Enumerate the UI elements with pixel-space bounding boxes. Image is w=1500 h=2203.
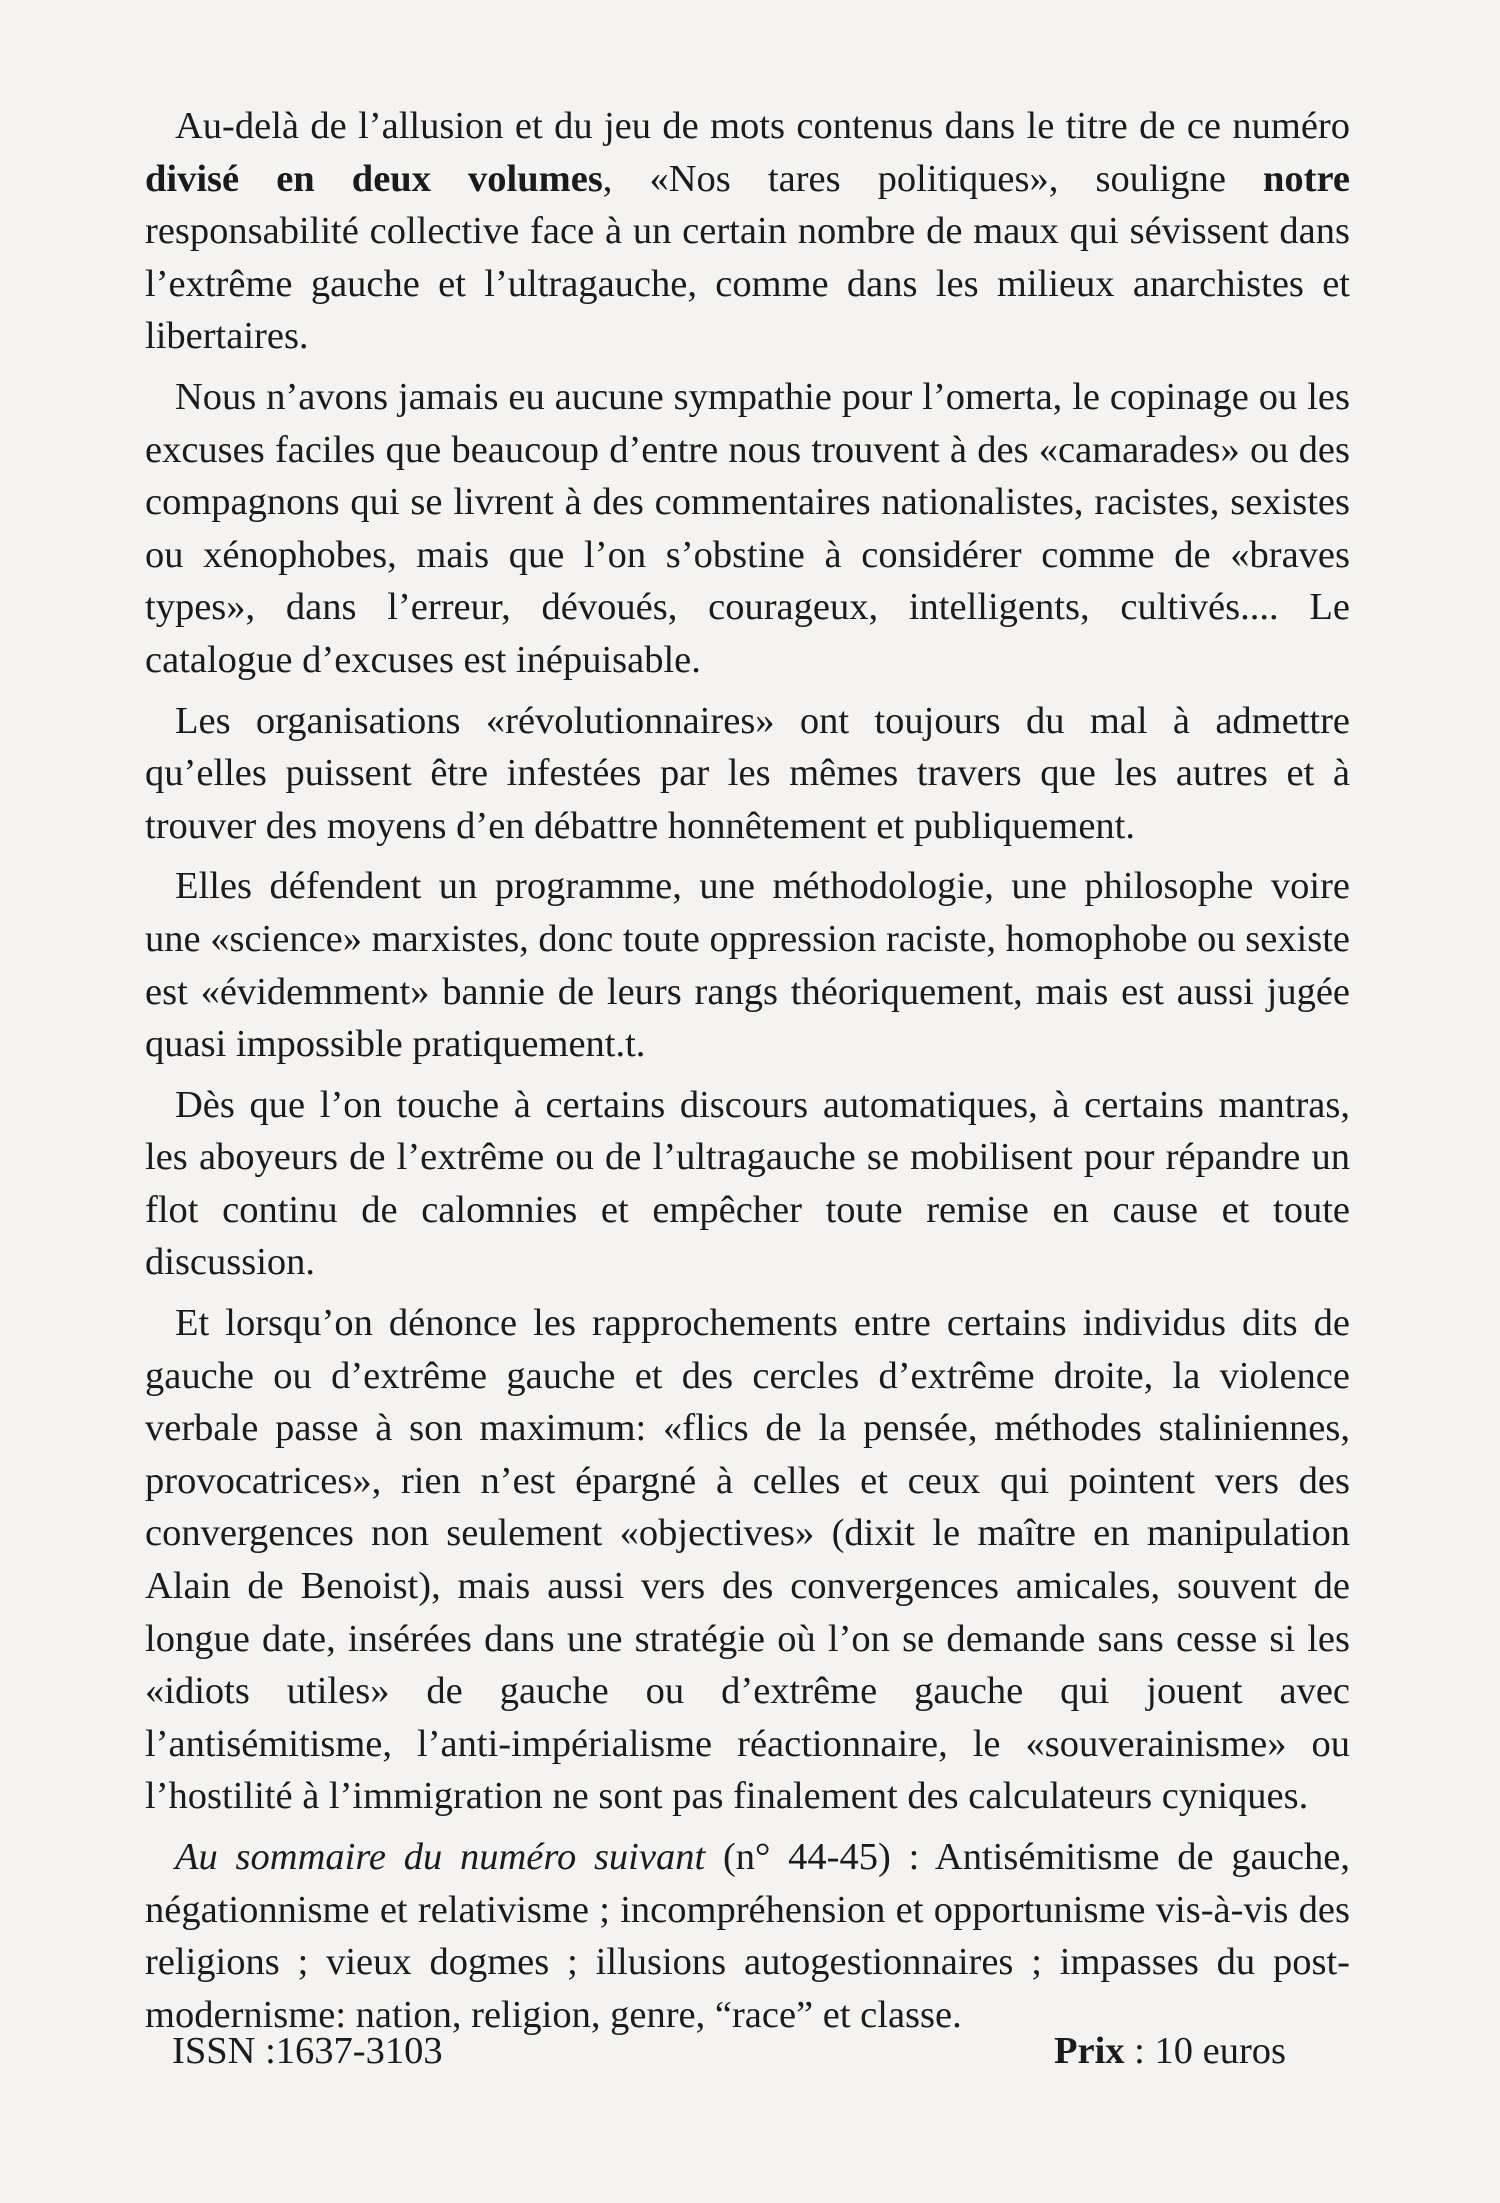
paragraph	[145, 100, 1350, 363]
paragraph	[145, 1297, 1350, 1823]
text-run: Dès que l’on touche à certains discours automatiques, à certains mantras, les aboyeurs de l’extrême ou de l’ultragauche se mobilisent pour répandre un flot continu de calomnies et empêcher toute remise en cause et toute discussion.	[145, 1083, 1350, 1284]
emphasis-italic: Au sommaire du numéro suivant	[175, 1836, 706, 1878]
text-run: Au-delà de l’allusion et du jeu de mots contenus dans le titre de ce numéro	[175, 105, 1350, 147]
paragraph	[145, 371, 1350, 687]
issn-number: ISSN :1637-3103	[172, 2030, 443, 2072]
text-run: Et lorsqu’on dénonce les rapprochements entre certains individus dits de gauche ou d’extrême gauche et des cercles d’extrême droite, la violence verbale passe à son maximum: «flics de la pensée, méthodes staliniennes, provocatrices», rien n’est épargné à celles et ceux qui pointent vers des convergences non seulement «objectives» (dixit le maître en manipulation Alain de Benoist), mais aussi vers des convergences amicales, souvent de longue date, insérées dans une stratégie où l’on se demande sans cesse si les «idiots utiles» de gauche ou d’extrême gauche qui jouent avec l’antisémitisme, l’anti-impérialisme réactionnaire, le «souverainisme» ou l’hostilité à l’immigration ne sont pas finalement des calculateurs cyniques.	[145, 1302, 1350, 1818]
paragraph	[145, 695, 1350, 853]
emphasis-bold: divisé en deux volumes	[145, 157, 603, 200]
price-label: Prix	[1053, 2030, 1125, 2072]
price	[1054, 2025, 1286, 2077]
text-run: Nous n’avons jamais eu aucune sympathie pour l’omerta, le copinage ou les excuses faciles que beaucoup d’entre nous trouvent à des «camarades» ou des compagnons qui se livrent à des commentaires nationalistes, racistes, sexistes ou xénophobes, mais que l’on s’obstine à considérer comme de «braves types», dans l’erreur, dévoués, courageux, intelligents, cultivés.... Le catalogue d’excuses est inépuisable.	[145, 375, 1350, 681]
text-run: Elles défendent un programme, une méthodologie, une philosophe voire une «science» marxistes, donc toute oppression raciste, homophobe ou sexiste est «évidemment» bannie de leurs rangs théoriquement, mais est aussi jugée quasi impossible pratiquement.t.	[145, 865, 1350, 1066]
text-run: responsabilité collective face à un certain nombre de maux qui sévissent dans l’extrême gauche et l’ultragauche, comme dans les milieux anarchistes et libertaires.	[145, 210, 1350, 358]
paragraph	[145, 1831, 1350, 2041]
text-run: (n° 44-45) : Antisémitisme de gauche, négationnisme et relativisme ; incompréhension et opportunisme vis-à-vis des religions ; vieux dogmes ; illusions autogestionnaires ; impasses du post-modernisme: nation, religion, genre, “race” et classe.	[145, 1836, 1350, 2036]
paragraph	[145, 1079, 1350, 1289]
footer	[172, 2025, 1286, 2077]
text-run: , «Nos tares politiques», souligne	[602, 157, 1264, 200]
text-run: Les organisations «révolutionnaires» ont toujours du mal à admettre qu’elles puissent être infestées par les mêmes travers que les autres et à trouver des moyens d’en débattre honnêtement et publiquement.	[145, 699, 1350, 847]
body-text	[145, 100, 1350, 2049]
paragraph	[145, 860, 1350, 1070]
price-value: : 10 euros	[1124, 2030, 1286, 2072]
emphasis-bold: notre	[1263, 157, 1350, 200]
